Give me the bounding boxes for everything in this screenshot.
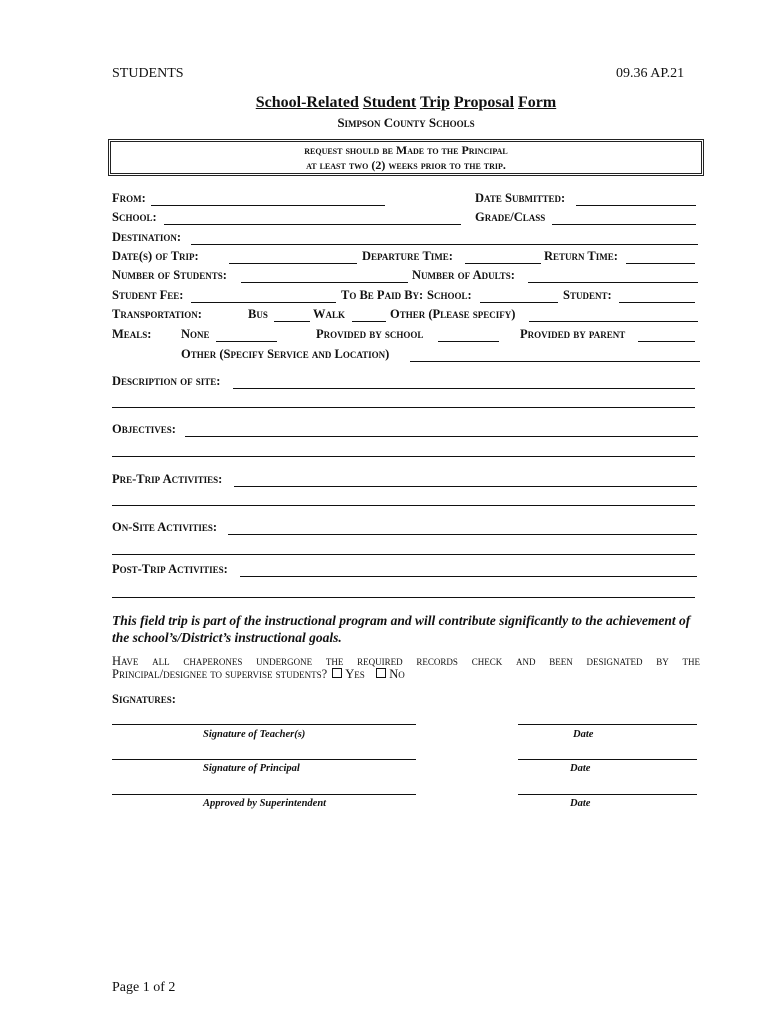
notice-line-1: request should be Made to the Principal — [304, 143, 508, 157]
meals-parent-field[interactable] — [638, 341, 695, 342]
title-word: Student — [362, 94, 417, 111]
teacher-signature-line[interactable] — [112, 724, 416, 725]
chaperone-question-line-2 — [112, 667, 405, 682]
return-time-label: Return Time: — [544, 249, 618, 263]
chaperone-question-line-1: Have all chaperones undergone the required records check and been designated by the — [112, 654, 700, 668]
pre-trip-label: Pre-Trip Activities: — [112, 472, 223, 486]
meals-school-label: Provided by school — [316, 327, 424, 341]
principal-signature-line[interactable] — [112, 759, 416, 760]
superintendent-signature-line[interactable] — [112, 794, 416, 795]
dates-of-trip-label: Date(s) of Trip: — [112, 249, 199, 263]
no-label: No — [389, 667, 405, 681]
description-label: Description of site: — [112, 374, 221, 388]
post-trip-field[interactable] — [240, 576, 697, 577]
pre-trip-field[interactable] — [234, 486, 697, 487]
description-field[interactable] — [233, 388, 695, 389]
principal-signature-caption: Signature of Principal — [203, 763, 300, 774]
from-label: From: — [112, 191, 146, 205]
instructional-statement: This field trip is part of the instructional program and will contribute significantly to the achievement of the school’s/District’s instructional goals. — [112, 613, 691, 645]
title-word: Form — [518, 94, 557, 111]
paid-by-student-label: Student: — [563, 288, 612, 302]
meals-none-label: None — [181, 327, 210, 341]
date-submitted-field[interactable] — [576, 205, 696, 206]
paid-by-school-label: School: — [427, 288, 472, 302]
yes-label: Yes — [345, 667, 365, 681]
teacher-date-line[interactable] — [518, 724, 697, 725]
title-word: School-Related — [255, 94, 359, 111]
grade-class-field[interactable] — [552, 224, 696, 225]
chaperone-question-text: Principal/designee to supervise students? — [112, 667, 328, 681]
from-field[interactable] — [151, 205, 385, 206]
principal-date-line[interactable] — [518, 759, 697, 760]
teacher-date-caption: Date — [573, 729, 594, 740]
policy-code: 09.36 AP.21 — [616, 66, 685, 81]
num-adults-label: Number of Adults: — [412, 268, 515, 282]
on-site-field-line-2[interactable] — [112, 554, 695, 555]
meals-other-label: Other (Specify Service and Location) — [181, 347, 390, 361]
notice-line-2: at least two (2) weeks prior to the trip. — [306, 158, 506, 172]
signatures-heading: Signatures: — [112, 692, 176, 706]
form-title — [0, 94, 768, 112]
departure-time-label: Departure Time: — [362, 249, 453, 263]
num-students-label: Number of Students: — [112, 268, 227, 282]
school-label: School: — [112, 210, 157, 224]
return-time-field[interactable] — [626, 263, 695, 264]
num-adults-field[interactable] — [528, 282, 698, 283]
paid-by-label: To Be Paid By: — [341, 288, 424, 302]
yes-checkbox[interactable] — [332, 668, 342, 678]
objectives-label: Objectives: — [112, 422, 176, 436]
post-trip-label: Post-Trip Activities: — [112, 562, 228, 576]
other-transport-label: Other (Please specify) — [390, 307, 516, 321]
teacher-signature-caption: Signature of Teacher(s) — [203, 729, 306, 740]
district-name: Simpson County Schools — [337, 115, 475, 130]
objectives-field-line-2[interactable] — [112, 456, 695, 457]
other-transport-field[interactable] — [529, 321, 698, 322]
bus-label: Bus — [248, 307, 268, 321]
transportation-label: Transportation: — [112, 307, 202, 321]
dates-of-trip-field[interactable] — [229, 263, 357, 264]
principal-date-caption: Date — [570, 763, 591, 774]
page-number: Page 1 of 2 — [112, 980, 176, 995]
paid-by-student-field[interactable] — [619, 302, 695, 303]
meals-other-field[interactable] — [410, 361, 700, 362]
meals-parent-label: Provided by parent — [520, 327, 626, 341]
departure-time-field[interactable] — [465, 263, 541, 264]
num-students-field[interactable] — [241, 282, 408, 283]
objectives-field[interactable] — [185, 436, 698, 437]
meals-label: Meals: — [112, 327, 152, 341]
date-submitted-label: Date Submitted: — [475, 191, 566, 205]
no-checkbox[interactable] — [376, 668, 386, 678]
superintendent-date-line[interactable] — [518, 794, 697, 795]
post-trip-field-line-2[interactable] — [112, 597, 695, 598]
title-word: Proposal — [453, 94, 515, 111]
walk-field[interactable] — [352, 321, 386, 322]
on-site-label: On-Site Activities: — [112, 520, 217, 534]
description-field-line-2[interactable] — [112, 407, 695, 408]
meals-school-field[interactable] — [438, 341, 499, 342]
meals-none-field[interactable] — [216, 341, 277, 342]
title-word: Trip — [419, 94, 450, 111]
walk-label: Walk — [313, 307, 346, 321]
superintendent-signature-caption: Approved by Superintendent — [203, 798, 327, 809]
student-fee-field[interactable] — [191, 302, 336, 303]
school-field[interactable] — [164, 224, 461, 225]
destination-field[interactable] — [191, 244, 698, 245]
superintendent-date-caption: Date — [570, 798, 591, 809]
pre-trip-field-line-2[interactable] — [112, 505, 695, 506]
student-fee-label: Student Fee: — [112, 288, 184, 302]
section-label: STUDENTS — [112, 66, 184, 81]
on-site-field[interactable] — [228, 534, 697, 535]
grade-class-label: Grade/Class — [475, 210, 546, 224]
paid-by-school-field[interactable] — [480, 302, 558, 303]
destination-label: Destination: — [112, 230, 182, 244]
bus-field[interactable] — [274, 321, 310, 322]
